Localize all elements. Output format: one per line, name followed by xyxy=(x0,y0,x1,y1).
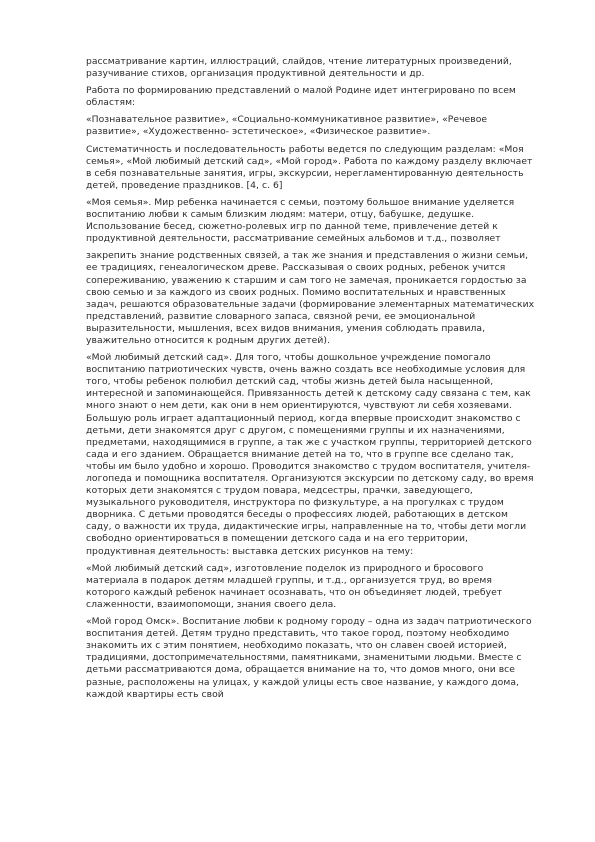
paragraph-sections: Систематичность и последовательность работы ведется по следующим разделам: «Моя семья», «Мой любимый детский сад», «Мой город». Работа по каждому разделу включает в себя познавательные занятия, игры, экскурсии, нерегламентированную деятельность детей, проведение праздников. [4, с. 6] xyxy=(86,143,533,191)
paragraph-my-family: «Моя семья». Мир ребенка начинается с семьи, поэтому большое внимание уделяется воспитанию любви к самым близким людям: матери, отцу, бабушке, дедушке. Использование бесед, сюжетно-ролевых игр по данной теме, привлечение детей к продуктивной деятельности, рассматривание семейных альбомов и т.д., позволяет xyxy=(86,196,515,245)
paragraph-family-knowledge: закрепить знание родственных связей, а так же знания и представления о жизни семьи, ее традициях, генеалогическом древе. Рассказывая о своих родных, ребенок учится сопереживанию, уважению к старшим и сам того не замечая, проникается гордостью за свою семью и за каждого из своих родных. Помимо воспитательных и нравственных задач, решаются образовательные задачи (формирование элементарных математических представлений, развитие словарного запаса, связной речи, ее эмоциональной выразительности, мышления, всех видов внимания, умения соблюдать правила, уважительно относится к родным других детей). xyxy=(86,250,535,346)
paragraph-kindergarten-crafts: «Мой любимый детский сад», изготовление поделок из природного и бросового материала в подарок детям младшей группы, и т.д., организуется труд, во время которого каждый ребенок начинает осознавать, что он объединяет людей, требует слаженности, взаимопомощи, знания своего дела. xyxy=(86,562,503,610)
paragraph-my-city: «Мой город Омск». Воспитание любви к родному городу – одна из задач патриотического воспитания детей. Детям трудно представить, что такое город, поэтому необходимо знакомить их с этим понятием, необходимо показать, что он славен своей историей, традициями, достопримечательностями, памятниками, знаменитыми людьми. Вместе с детьми рассматриваются дома, обращается внимание на то, что домов много, они все разные, расположены на улицах, у каждой улицы есть свое название, у каждого дома, каждой квартиры есть свой xyxy=(86,616,532,700)
paragraph-kindergarten: «Мой любимый детский сад». Для того, чтобы дошкольное учреждение помогало воспитанию патриотических чувств, очень важно создать все необходимые условия для того, чтобы ребенок полюбил детский сад, чтобы жизнь детей была насыщенной, интересной и запоминающейся. Привязанность детей к детскому саду связана с тем, как много знают о нем дети, как они в нем ориентируются, чувствуют ли себя хозяевами. Большую роль играет адаптационный период, когда впервые происходит знакомство с детьми, дети знакомятся друг с другом, с помещениями группы и их назначениями, предметами, находящимися в группе, а так же с участком группы, территорией детского сада и его зданием. Обращается внимание детей на то, что в группе все сделано так, чтобы им было удобно и хорошо. Проводится знакомство с трудом воспитателя, учителя-логопеда и помощника воспитателя. Организуются экскурсии по детскому саду, во время которых дети знакомятся с трудом повара, медсестры, прачки, заведующего, музыкального руководителя, инструктора по физкультуре, а на прогулках с трудом дворника. С детьми проводятся беседы о профессиях людей, работающих в детском саду, о важности их труда, дидактические игры, направленные на то, чтобы дети могли свободно ориентироваться в помещении детского сада и на его территории, продуктивная деятельность: выставка детских рисунков на тему: xyxy=(86,352,534,557)
paragraph-development-areas: «Познавательное развитие», «Социально-коммуникативное развитие», «Речевое развитие», «Художественно- эстетическое», «Физическое развитие». xyxy=(86,114,488,138)
paragraph-intro-continuation: рассматривание картин, иллюстраций, слайдов, чтение литературных произведений, разучивание стихов, организация продуктивной деятельности и др. xyxy=(86,56,512,80)
paragraph-integration: Работа по формированию представлений о малой Родине идет интегрировано по всем областям: xyxy=(86,85,516,109)
